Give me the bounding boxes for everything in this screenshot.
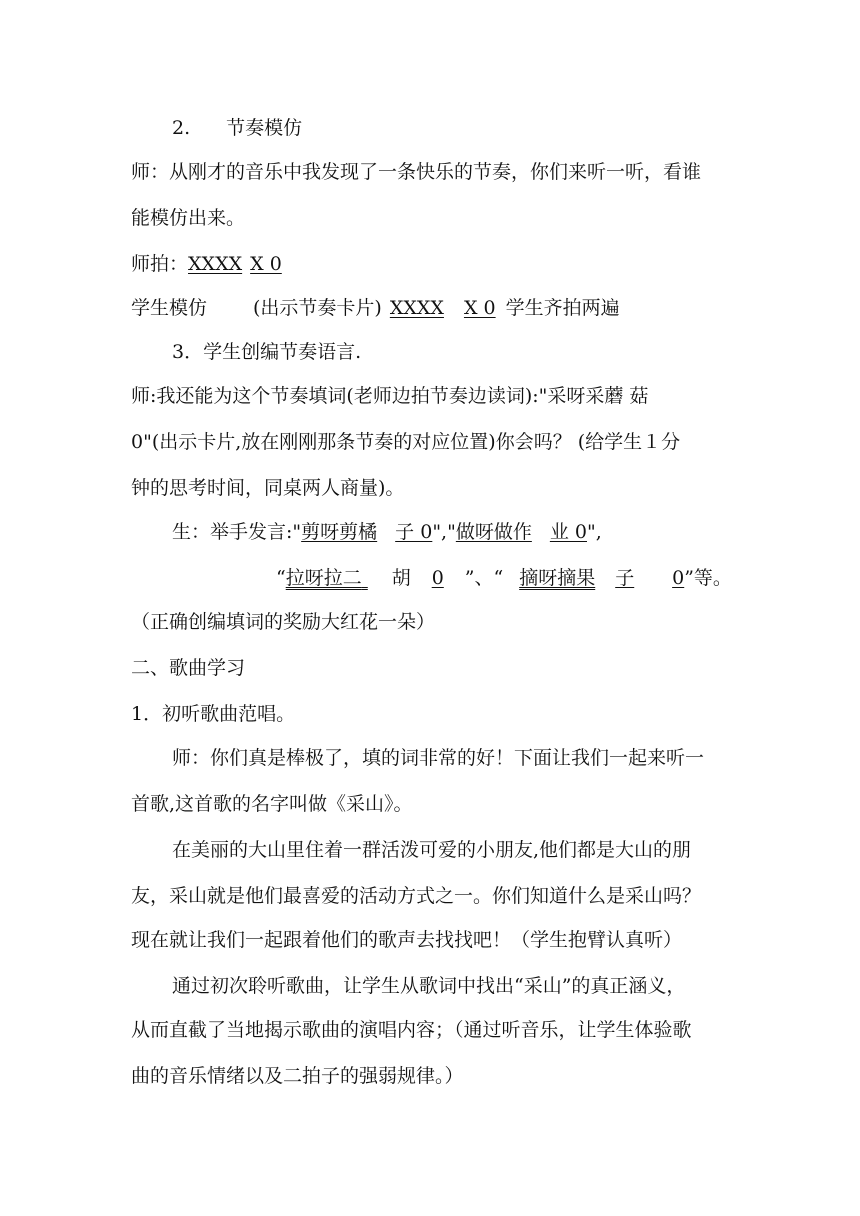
lyric-example: 拉呀拉二 [285, 567, 362, 589]
student-answer-line: 生：举手发言:"剪呀剪橘 子 0","做呀做作 业 0", [172, 521, 602, 543]
paragraph-line: 能模仿出来。 [131, 207, 246, 229]
paragraph-line: 从而直截了当地揭示歌曲的演唱内容；（通过听音乐，让学生体验歌 [131, 1019, 692, 1041]
lyric-example: 业 0 [549, 521, 587, 543]
paragraph-line: （正确创编填词的奖励大红花一朵） [131, 611, 436, 633]
paragraph-line: 钟的思考时间，同桌两人商量)。 [131, 477, 405, 499]
paragraph-line: 师：你们真是棒极了，填的词非常的好！下面让我们一起来听一 [172, 747, 705, 769]
rhythm-notation: X 0 [250, 253, 282, 275]
rhythm-notation: X 0 [463, 297, 496, 319]
paragraph-line: 师:我还能为这个节奏填词(老师边拍节奏边读词):"采呀采蘑 菇 [131, 385, 649, 407]
paragraph-line: 现在就让我们一起跟着他们的歌声去找找吧！（学生抱臂认真听） [131, 929, 683, 951]
teacher-rhythm-line: 师拍：XXXX X 0 [131, 253, 282, 275]
paragraph-line: 在美丽的大山里住着一群活泼可爱的小朋友,他们都是大山的朋 [172, 839, 692, 861]
paragraph-line: 首歌,这首歌的名字叫做《采山》。 [131, 793, 413, 815]
lyric-example: 做呀做作 [455, 521, 532, 543]
section-heading-rhythm-lyrics: 3．学生创编节奏语言. [172, 341, 362, 363]
paragraph-line: 师：从刚才的音乐中我发现了一条快乐的节奏，你们来听一听，看谁 [131, 161, 702, 183]
student-imitation-line: 学生模仿 (出示节奏卡片) XXXX X 0 学生齐拍两遍 [131, 297, 620, 319]
section-number: 2. [172, 117, 191, 139]
section-heading-first-listen: 1．初听歌曲范唱。 [131, 703, 296, 725]
section-title: 节奏模仿 [226, 117, 303, 139]
section-heading-rhythm-imitation [172, 116, 302, 140]
lyric-example: 子 [615, 567, 635, 589]
lyric-example: 子 0 [395, 521, 433, 543]
paragraph-line: 0"(出示卡片,放在刚刚那条节奏的对应位置)你会吗？ (给学生１分 [131, 431, 681, 453]
rhythm-notation: XXXX [188, 253, 243, 275]
rhythm-notation: XXXX [389, 297, 444, 319]
section-heading-song-learning: 二、歌曲学习 [131, 657, 246, 679]
lyric-example: 0 [431, 567, 444, 589]
paragraph-line: 通过初次聆听歌曲，让学生从歌词中找出“采山”的真正涵义， [172, 975, 686, 997]
paragraph-line: 友，采山就是他们最喜爱的活动方式之一。你们知道什么是采山吗？ [131, 885, 702, 907]
paragraph-line: 曲的音乐情绪以及二拍子的强弱规律。） [131, 1065, 464, 1087]
lyric-example: 摘呀摘果 [519, 567, 596, 589]
lyric-example: 剪呀剪橘 [301, 521, 378, 543]
student-answer-line-2: “拉呀拉二 胡 0 ”、“ 摘呀摘果 子 0”等。 [276, 567, 732, 589]
lyric-example: 0 [672, 567, 685, 589]
